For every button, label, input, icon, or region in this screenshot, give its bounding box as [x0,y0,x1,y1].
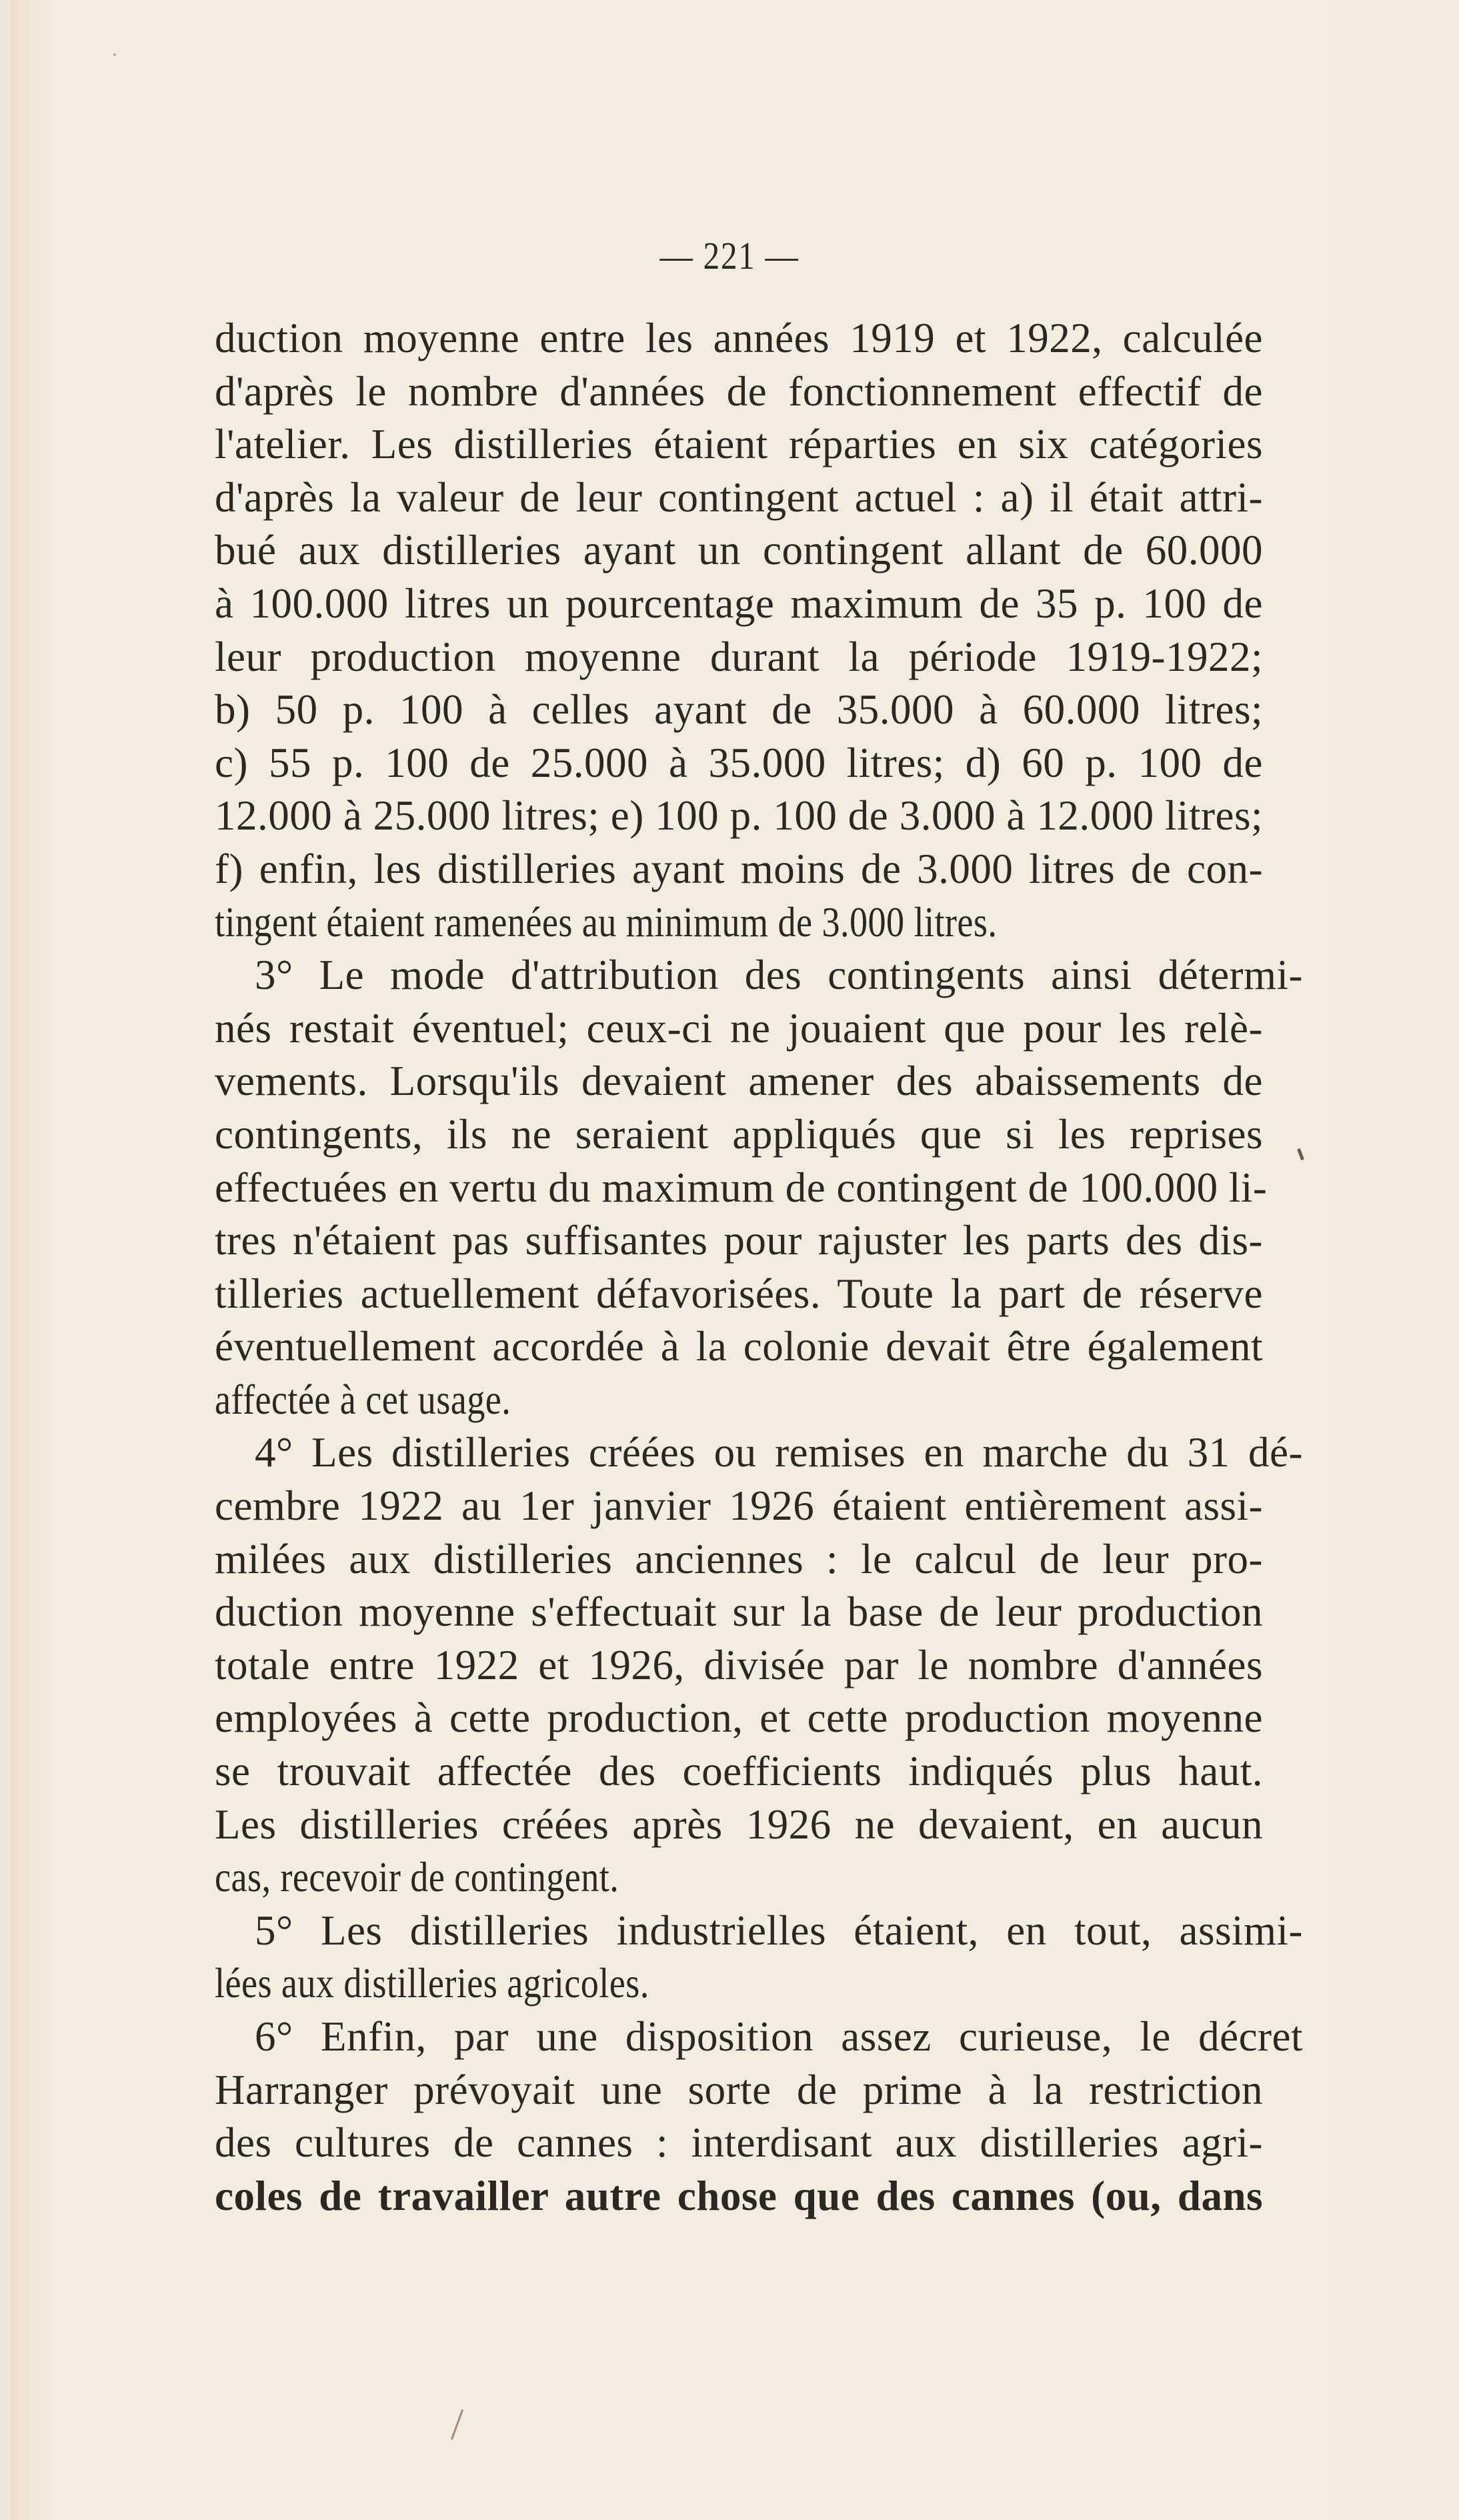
text-line: 3° Le mode d'attribution des contingents ainsi détermi- [255,952,1303,999]
text-line: cas, recevoir de contingent. [215,1854,619,1901]
text-line: leur production moyenne durant la période 1919-1922; [215,633,1263,680]
text-line: lées aux distilleries agricoles. [215,1960,649,2007]
page-edge [0,0,11,2520]
text-line: des cultures de cannes : interdisant aux distilleries agri- [215,2119,1263,2167]
text-line: 4° Les distilleries créées ou remises en marche du 31 dé- [255,1429,1303,1476]
ink-speck [1297,1148,1304,1161]
text-line: bué aux distilleries ayant un contingent allant de 60.000 [215,527,1263,574]
text-line: à 100.000 litres un pourcentage maximum de 35 p. 100 de [215,579,1263,627]
text-line: éventuellement accordée à la colonie devait être également [215,1323,1263,1370]
text-line: affectée à cet usage. [215,1376,511,1423]
text-line: totale entre 1922 et 1926, divisée par le nombre d'années [215,1641,1263,1688]
text-line: se trouvait affectée des coefficients indiqués plus haut. [215,1748,1263,1795]
ink-speck [113,53,116,56]
text-line: coles de travailler autre chose que des cannes (ou, dans [215,2172,1263,2219]
text-line: nés restait éventuel; ceux-ci ne jouaient que pour les relè- [215,1004,1263,1052]
text-line: d'après la valeur de leur contingent actuel : a) il était attri- [215,473,1263,521]
text-line: duction moyenne s'effectuait sur la base de leur production [215,1588,1263,1636]
text-line: b) 50 p. 100 à celles ayant de 35.000 à 60.000 litres; [215,686,1263,734]
text-line: Harranger prévoyait une sorte de prime à la restriction [215,2066,1263,2113]
text-line: cembre 1922 au 1er janvier 1926 étaient entièrement assi- [215,1482,1263,1530]
text-line: 6° Enfin, par une disposition assez curieuse, le décret [255,2013,1303,2060]
text-line: 5° Les distilleries industrielles étaient, en tout, assimi- [255,1907,1303,1954]
text-line: milées aux distilleries anciennes : le calcul de leur pro- [215,1535,1263,1582]
text-line: 12.000 à 25.000 litres; e) 100 p. 100 de 3.000 à 12.000 litres; [215,792,1263,840]
text-line: Les distilleries créées après 1926 ne devaient, en aucun [215,1800,1263,1848]
text-line: vements. Lorsqu'ils devaient amener des abaissements de [215,1058,1263,1105]
body-text [215,312,1303,2223]
ink-speck [451,2409,463,2440]
text-line: tres n'étaient pas suffisantes pour rajuster les parts des dis- [215,1217,1263,1264]
text-line: tingent étaient ramenées au minimum de 3.000 litres. [215,898,998,946]
text-line: f) enfin, les distilleries ayant moins de 3.000 litres de con- [215,845,1263,892]
text-line: employées à cette production, et cette production moyenne [215,1694,1263,1742]
text-line: contingents, ils ne seraient appliqués que si les reprises [215,1110,1263,1158]
text-line: tilleries actuellement défavorisées. Toute la part de réserve [215,1270,1263,1317]
text-line: c) 55 p. 100 de 25.000 à 35.000 litres; d) 60 p. 100 de [215,739,1263,786]
page-number: — 221 — [659,234,800,277]
text-line: l'atelier. Les distilleries étaient réparties en six catégories [215,421,1263,468]
text-line: duction moyenne entre les années 1919 et 1922, calculée [215,315,1263,361]
text-line: effectuées en vertu du maximum de contingent de 100.000 li- [215,1164,1268,1211]
text-line: d'après le nombre d'années de fonctionnement effectif de [215,367,1263,415]
